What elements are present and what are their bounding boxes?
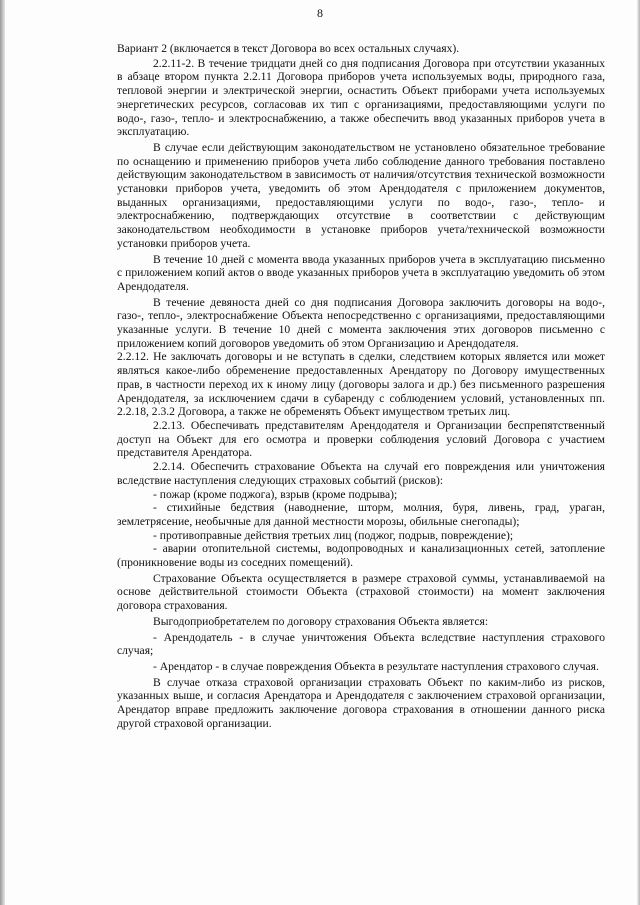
paragraph-2-2-12: 2.2.12. Не заключать договоры и не вступать в сделки, следствием которых является или может являться какое-либо обременение предоставленных Арендатору по Договору имущественных прав, в частности переход их к иному лицу (договоры залога и др.) без письменного разрешения Арендодателя, за исключением сдачи в субаренду с соблюдением условий, установленных пп. 2.2.18, 2.3.2 Договора, а также не обременять Объект имуществом третьих лиц. [117,350,605,419]
beneficiary-item-lessee: - Арендатор - в случае повреждения Объекта в результате наступления страхового случая. [153,659,599,673]
paragraph-no-requirement: В случае если действующим законодательством не установлено обязательное требование по оснащению и применению приборов учета либо соблюдение данного требования поставлено действующим законодательством в зависимость от наличия/отсутствия технической возможности установки приборов учета, уведомить об этом Арендодателя с приложением документов, выданных организациями, предоставляющими услуги по водо-, газо-, тепло- и электроснабжению, подтверждающих отсутствие в соответствии с действующим законодательством необходимости в установке приборов учета/технической возможности установки приборов учета. [117,140,605,250]
paragraph-2-2-11-2: 2.2.11-2. В течение тридцати дней со дня подписания Договора при отсутствии указанных в абзаце втором пункта 2.2.11 Договора приборов учета используемых воды, природного газа, тепловой энергии и электрической энергии, оснастить Объект приборами учета используемых энергетических ресурсов, согласовав их тип с организациями, предоставляющими услуги по водо-, газо-, тепло- и электроснабжению, а также обеспечить ввод указанных приборов учета в эксплуатацию. [117,56,605,139]
risk-item-fire: - пожар (кроме поджога), взрыв (кроме подрыва); [153,487,398,501]
beneficiary-item-lessor: - Арендодатель - в случае уничтожения Объекта вследствие наступления страхового случая; [117,630,605,658]
paragraph-2-2-13: 2.2.13. Обеспечивать представителям Арендодателя и Организации беспрепятственный доступ на Объект для его осмотра и проверки соблюдения условий Договора с участием представителя Арендатора. [117,418,605,460]
paragraph-2-2-14: 2.2.14. Обеспечить страхование Объекта на случай его повреждения или уничтожения вследствие наступления следующих страховых событий (рисков): [117,460,605,487]
risk-item-third-parties: - противоправные действия третьих лиц (поджог, подрыв, повреждение); [153,528,514,542]
paragraph-supply-contracts: В течение девяноста дней со дня подписания Договора заключить договоры на водо-, газо-, тепло-, электроснабжение Объекта непосредственно с организациями, предоставляющими указанные услуги. В течение 10 дней с момента заключения этих договоров письменно с приложением копий договоров уведомить об этом Организацию и Арендодателя. [117,295,605,350]
variant-heading: Вариант 2 (включается в текст Договора во всех остальных случаях). [117,42,460,55]
page-number: 8 [317,6,323,20]
paragraph-beneficiary: Выгодоприобретателем по договору страхования Объекта является: [153,614,489,628]
risk-item-accidents: - аварии отопительной системы, водопроводных и канализационных сетей, затопление (проникновение воды из соседних помещений). [117,542,605,570]
paragraph-notify-commissioning: В течение 10 дней с момента ввода указанных приборов учета в эксплуатацию письменно с приложением копий актов о вводе указанных приборов учета в эксплуатацию уведомить об этом Арендодателя. [117,252,605,293]
paragraph-insurer-refusal: В случае отказа страховой организации страховать Объект по каким-либо из рисков, указанных выше, и согласия Арендатора и Арендодателя с заключением страховой организации, Арендатор вправе предложить заключение договора страхования в отношении данного риска другой страховой организации. [117,675,605,730]
paragraph-insurance-amount: Страхование Объекта осуществляется в размере страховой суммы, устанавливаемой на основе действительной стоимости Объекта (страховой стоимости) на момент заключения договора страхования. [117,571,605,613]
document-body [117,42,605,730]
risk-item-natural-disasters: - стихийные бедствия (наводнение, шторм, молния, буря, ливень, град, ураган, землетрясение, необычные для данной местности морозы, обильные снегопады); [117,501,605,528]
scan-edge-left [0,0,5,905]
